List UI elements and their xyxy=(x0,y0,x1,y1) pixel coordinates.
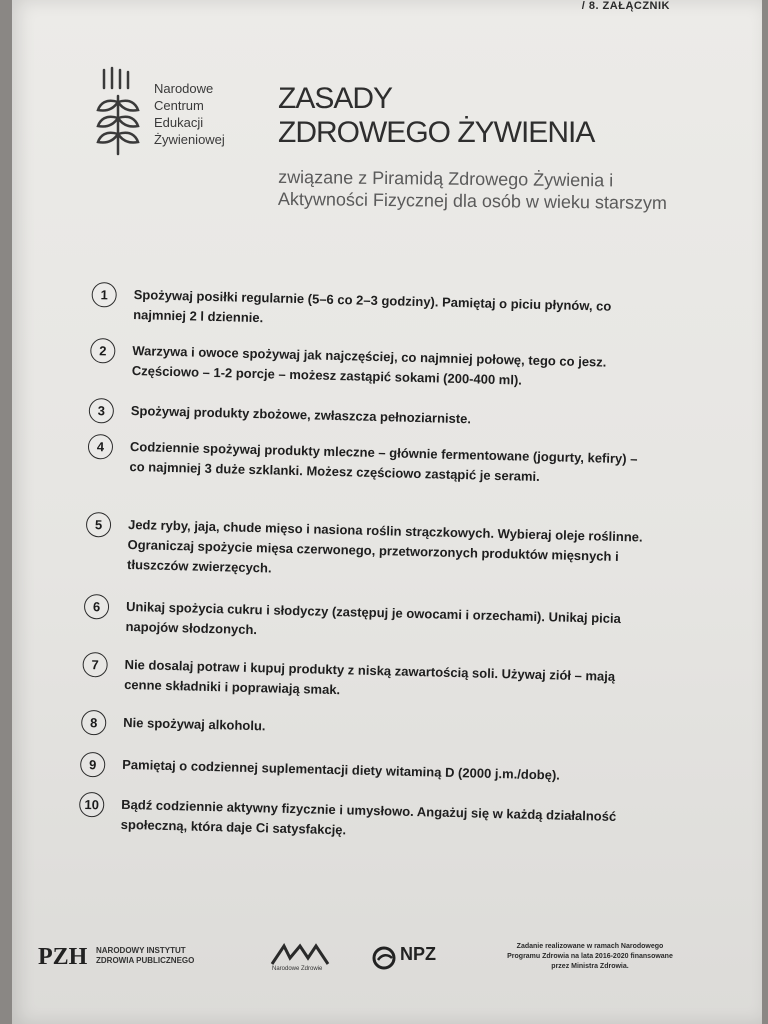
pzh-name xyxy=(96,946,194,966)
rule-number: 9 xyxy=(80,752,106,778)
rule-number: 3 xyxy=(89,398,115,424)
funding-note: Zadanie realizowane w ramach Narodowego Programu Zdrowia na lata 2016-2020 finansowane przez Ministra Zdrowia. xyxy=(507,943,673,970)
list-item xyxy=(82,710,652,734)
title-line: ZASADY xyxy=(278,82,393,115)
list-item xyxy=(86,512,656,576)
narodowe-zdrowie-label: Narodowe Zdrowie xyxy=(272,966,323,972)
document-page xyxy=(12,0,762,1024)
rule-text: Bądź codziennie aktywny fizycznie i umysłowo. Angażuj się w każdą działalność społeczną, która daje Ci satysfakcję. xyxy=(120,796,617,838)
pzh-name-line: ZDROWIA PUBLICZNEGO xyxy=(96,956,195,965)
page-tag: / 8. ZAŁĄCZNIK xyxy=(581,0,670,12)
rule-text: Jedz ryby, jaja, chude mięso i nasiona roślin strączkowych. Wybieraj oleje roślinne. Ograniczaj spożycie mięsa czerwonego, przetworzonych produktów mięsnych i tłuszczów zwierzęcych. xyxy=(126,516,643,576)
pzh-name-line: NARODOWY INSTYTUT xyxy=(96,946,186,955)
org-name-line: Żywieniowej xyxy=(154,132,225,147)
rule-number: 6 xyxy=(84,594,110,620)
list-item xyxy=(84,594,654,638)
rule-text: Warzywa i owoce spożywaj jak najczęściej, co najmniej połowę, tego co jesz. Częściowo – 1-2 porcje – możesz zastąpić sokami (200-400 ml). xyxy=(131,343,607,388)
npz-label: NPZ xyxy=(400,944,436,964)
list-item xyxy=(92,282,662,326)
list-item xyxy=(89,398,659,427)
list-item xyxy=(91,338,661,388)
npz-logo-icon xyxy=(372,946,396,970)
list-item xyxy=(80,792,650,838)
rule-number: 10 xyxy=(79,792,105,818)
org-name-line: Centrum xyxy=(154,98,204,113)
list-item xyxy=(88,434,658,484)
rule-text: Nie spożywaj alkoholu. xyxy=(123,714,266,734)
list-item xyxy=(81,752,651,783)
rule-number: 8 xyxy=(81,710,107,736)
footer-logos xyxy=(12,930,762,990)
rule-number: 4 xyxy=(88,434,114,460)
rule-text: Spożywaj posiłki regularnie (5–6 co 2–3 godziny). Pamiętaj o piciu płynów, co najmniej 2 l dziennie. xyxy=(133,287,612,326)
list-item xyxy=(83,652,653,698)
rule-number: 5 xyxy=(86,512,112,538)
wheat-icon xyxy=(94,66,144,158)
rule-text: Spożywaj produkty zbożowe, zwłaszcza pełnoziarniste. xyxy=(130,402,472,427)
ncez-logo xyxy=(94,66,254,166)
rule-text: Pamiętaj o codziennej suplementacji diety witaminą D (2000 j.m./dobę). xyxy=(122,756,561,783)
rule-text: Nie dosalaj potraw i kupuj produkty z niską zawartością soli. Używaj ziół – mają cenne składniki i poprawiają smak. xyxy=(123,656,616,698)
rules-list xyxy=(84,282,682,838)
org-name xyxy=(154,80,225,148)
page-subtitle: związane z Piramidą Zdrowego Żywienia i Aktywności Fizycznej dla osób w wieku starszym xyxy=(277,166,668,213)
rule-number: 1 xyxy=(91,282,117,308)
org-name-line: Narodowe xyxy=(154,81,214,96)
org-name-line: Edukacji xyxy=(154,115,204,130)
rule-text: Unikaj spożycia cukru i słodyczy (zastępuj je owocami i orzechami). Unikaj picia napojów słodzonych. xyxy=(125,598,622,638)
pzh-logo: PZH xyxy=(38,944,88,970)
rule-number: 7 xyxy=(82,652,108,678)
page-title xyxy=(278,84,594,148)
title-line: ZDROWEGO ŻYWIENIA xyxy=(278,116,595,149)
rule-text: Codziennie spożywaj produkty mleczne – głównie fermentowane (jogurty, kefiry) – co najmniej 3 duże szklanki. Możesz częściowo zastąpić je serami. xyxy=(129,438,638,484)
narodowe-zdrowie-logo-icon xyxy=(270,942,330,966)
rule-number: 2 xyxy=(90,338,116,364)
